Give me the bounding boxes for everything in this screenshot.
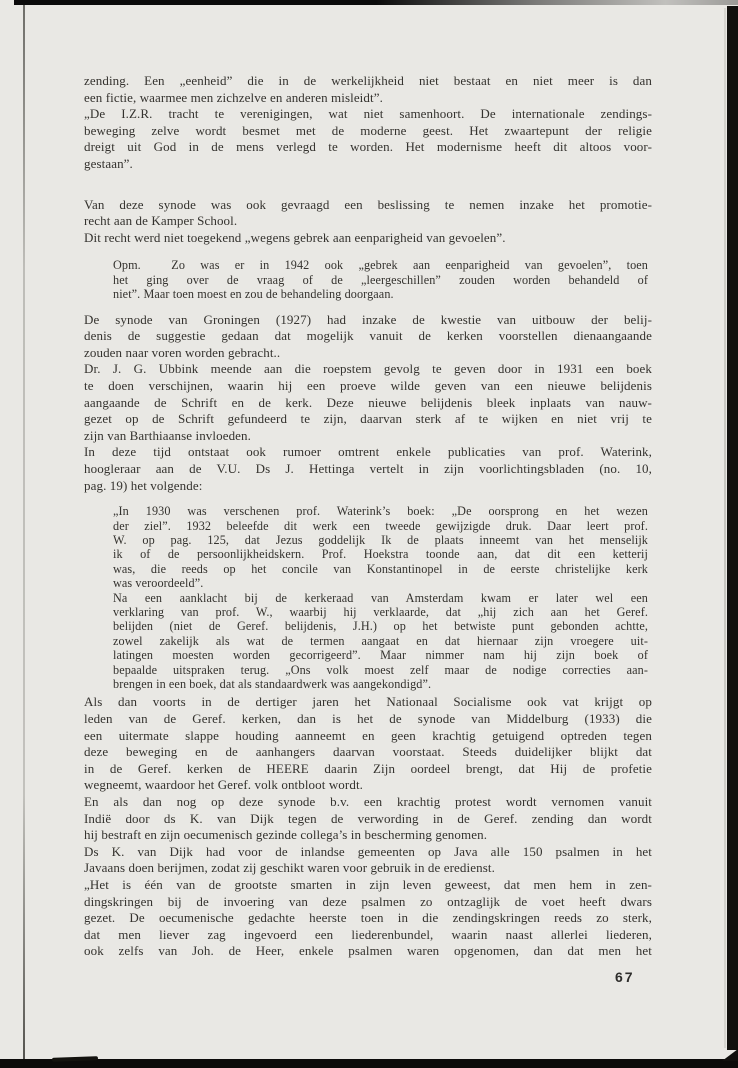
- text-line: een fictie, waarmee men zichzelve en anderen misleidt”.: [84, 89, 383, 105]
- text-line: bepaalde uitspraken terug. „Ons volk moest zelf maar de nodige correcties aan-: [113, 662, 648, 677]
- text-line: was veroordeeld”.: [113, 576, 204, 591]
- text-line: dat men liever zag ingevoerd een liederenbundel, waarin naast allerlei liederen,: [84, 926, 652, 942]
- text-line: aangaande de Schrift en de kerk. Deze nieuwe belijdenis bleek inplaats van nauw-: [84, 394, 652, 410]
- text-line: Indië door ds K. van Dijk tegen de verwording in de Geref. zending dan wordt: [84, 810, 652, 826]
- text-line: zouden naar voren worden gebracht..: [84, 344, 281, 360]
- text-line: Ds K. van Dijk had voor de inlandse gemeenten op Java alle 150 psalmen in het: [84, 843, 652, 859]
- text-line: was, die reeds op het concile van Konstantinopel in de eerste christelijke kerk: [113, 561, 648, 576]
- text-line: zending. Een „eenheid” die in de werkelijkheid niet bestaat en niet meer is dan: [84, 73, 652, 88]
- paragraph: [84, 197, 652, 247]
- text-line: latingen moesten worden gecorrigeerd”. Maar nimmer nam hij zijn boek of: [113, 648, 648, 663]
- text-line: pag. 19) het volgende:: [84, 477, 203, 493]
- text-line: dreigt uit God in de mens verlegd te worden. Het modernisme heeft dit altoos voor-: [84, 139, 652, 155]
- text-line: Opm. Zo was er in 1942 ook „gebrek aan eenparigheid van gevoelen”, toen: [113, 258, 648, 273]
- text-line: Javaans doen berijmen, zodat zij geschikt waren voor gebruik in de eredienst.: [84, 860, 495, 876]
- text-line: Van deze synode was ook gevraagd een beslissing te nemen inzake het promotie-: [84, 196, 652, 212]
- text-line: gestaan”.: [84, 155, 133, 171]
- text-line: het ging over de vraag of de „leergeschillen” zouden worden behandeld of: [113, 272, 648, 287]
- text-line: „De I.Z.R. tracht te verenigingen, wat niet samenhoort. De internationale zendings-: [84, 106, 652, 122]
- text-line: hoogleraar aan de V.U. Ds J. Hettinga vertelt in zijn voorlichtingsbladen (no. 10,: [84, 460, 652, 476]
- paragraph: [84, 73, 652, 173]
- indented-paragraph: [113, 504, 648, 691]
- text-line: ook zelfs van Joh. de Heer, enkele psalmen waren opgenomen, dan dat men het: [84, 943, 652, 959]
- page-corner-shadow-bottom-right: [722, 1049, 738, 1061]
- text-line: Dr. J. G. Ubbink meende aan die roepstem gevolg te geven door in 1931 een boek: [84, 361, 652, 377]
- text-line: recht aan de Kamper School.: [84, 213, 238, 229]
- text-line: In deze tijd ontstaat ook rumoer omtrent enkele publicaties van prof. Waterink,: [84, 444, 652, 460]
- text-line: zijn van Barthiaanse invloeden.: [84, 427, 251, 443]
- page-right-seam: [724, 8, 726, 1048]
- text-line: wegneemt, waardoor het Geref. volk ontbloot wordt.: [84, 777, 364, 793]
- text-line: deze beweging en de aanhangers daarvan voorstaat. Steeds duidelijker blijkt dat: [84, 744, 652, 760]
- text-line: „In 1930 was verschenen prof. Waterink’s boek: „De oorsprong en het wezen: [113, 504, 648, 519]
- text-line: Na een aanklacht bij de kerkeraad van Amsterdam kwam er later wel een: [113, 590, 648, 605]
- page-number: 67: [615, 969, 635, 985]
- text-line: „Het is één van de grootste smarten in zijn leven geweest, dat men hem in zen-: [84, 876, 652, 892]
- text-line: hij bestraft en zijn oecumenisch gezinde collega’s in bescherming genomen.: [84, 827, 488, 843]
- text-line: ik of de persoonlijkheidskern. Prof. Hoekstra toonde aan, dat dit een ketterij: [113, 547, 648, 562]
- text-line: Dit recht werd niet toegekend „wegens gebrek aan eenparigheid van gevoelen”.: [84, 229, 506, 245]
- scan-edge-top-shadow: [14, 0, 738, 5]
- text-line: belijden (niet de Geref. belijdenis, J.H.) op het betwiste punt gebonden achtte,: [113, 619, 648, 634]
- text-line: niet”. Maar toen moest en zou de behandeling doorgaan.: [113, 287, 394, 302]
- text-line: beweging zelve wordt besmet met de moderne geest. Het zwaartepunt der religie: [84, 122, 652, 138]
- scan-edge-right-shadow: [727, 6, 738, 1050]
- paragraph: [84, 312, 652, 495]
- text-line: der ziel”. 1932 beleefde dit werk een tweede gewijzigde druk. Daar leert prof.: [113, 518, 648, 533]
- page-gutter-fold-line: [23, 4, 25, 1059]
- text-line: gezet. De oecumenische gedachte heerste toen in die zendingskringen reeds zo sterk,: [84, 910, 652, 926]
- scan-edge-bottom-shadow: [0, 1059, 738, 1068]
- text-line: brengen in een boek, dat als standaardwerk was aangekondigd”.: [113, 676, 432, 691]
- text-line: zowel zakelijk als wat de termen aangaat en dat hiernaar zijn vroegere uit-: [113, 633, 648, 648]
- text-line: verklaring van prof. W., waarbij hij verklaarde, dat „hij zich aan het Geref.: [113, 604, 648, 619]
- text-line: Als dan voorts in de dertiger jaren het Nationaal Socialisme ook vat krijgt op: [84, 694, 652, 710]
- text-line: En als dan nog op deze synode b.v. een krachtig protest wordt vernomen vanuit: [84, 793, 652, 809]
- text-line: gezet op de Schrift gefundeerd te zijn, daarvan sterk af te wijken en niet vrij te: [84, 411, 652, 427]
- text-line: een uitermate slappe houding aanneemt en geen krachtig getuigend optreden tegen: [84, 727, 652, 743]
- indented-paragraph: [113, 258, 648, 301]
- text-line: leden van de Geref. kerken, dan is het de synode van Middelburg (1933) die: [84, 710, 652, 726]
- paragraph: [84, 694, 652, 960]
- text-line: dingskringen bij de invoering van deze psalmen zo ontzaglijk de voet heeft dwars: [84, 893, 652, 909]
- text-line: De synode van Groningen (1927) had inzake de kwestie van uitbouw der belij-: [84, 311, 652, 327]
- text-line: in de Geref. kerken de HEERE daarin Zijn oordeel brengt, dat Hij de profetie: [84, 760, 652, 776]
- text-line: W. op pag. 125, dat Jezus goddelijk Ik de plaats inneemt van het menselijk: [113, 532, 648, 547]
- page-text-column: [84, 73, 652, 960]
- text-line: denis de suggestie gedaan dat mogelijk vanuit de kerken voorstellen dienaangaande: [84, 328, 652, 344]
- text-line: te doen verschijnen, waarin hij een proeve wilde geven van een nieuwe belijdenis: [84, 377, 652, 393]
